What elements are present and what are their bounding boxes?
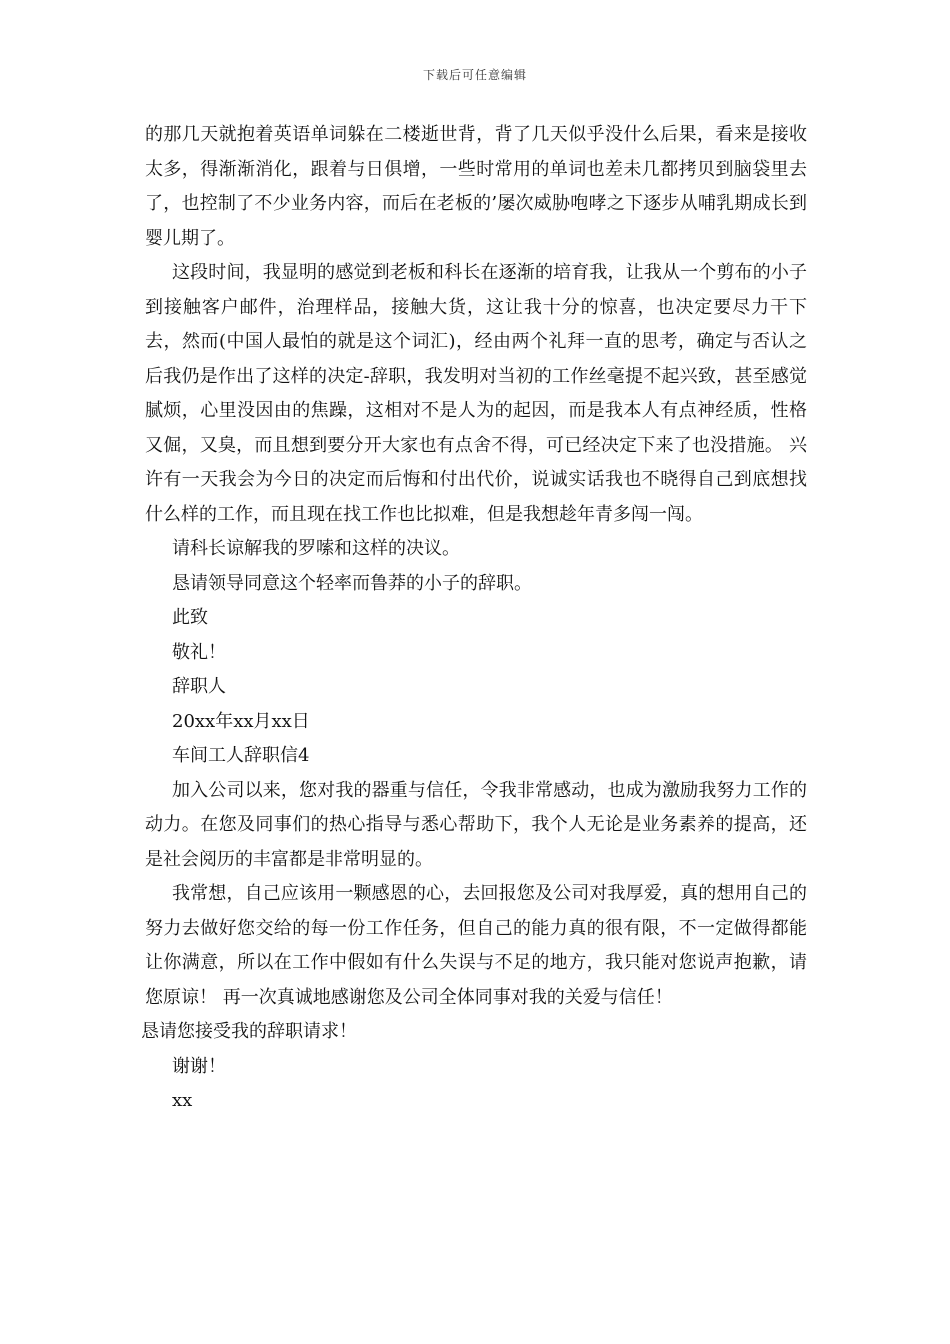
paragraph-resignation-reason: 这段时间，我显明的感觉到老板和科长在逐渐的培育我，让我从一个剪布的小子到接触客户邮件，治理样品，接触大货，这让我十分的惊喜，也决定要尽力干下去，然而(中国人最怕的就是这个词汇)，经由两个礼拜一直的思考，确定与否认之后我仍是作出了这样的决定-辞职，我发明对当初的工作丝毫提不起兴致，甚至感觉腻烦，心里没因由的焦躁，这相对不是人为的起因，而是我本人有点神经质，性格又倔，又臭，而且想到要分开大家也有点舍不得，可已经决定下来了也没措施。 兴许有一天我会为今日的决定而后悔和付出代价，说诚实话我也不晓得自己到底想找什么样的工作，而且现在找工作也比拟难，但是我想趁年青多闯一闯。 — [145, 262, 807, 525]
document-body — [141, 118, 807, 1119]
paragraph-reflection: 我常想，自己应该用一颗感恩的心，去回报您及公司对我厚爱，真的想用自己的努力去做好您交给的每一份工作任务，但自己的能力真的很有限，不一定做得都能让你满意，所以在工作中假如有什么失误与不足的地方，我只能对您说声抱歉，请您原谅！ 再一次真诚地感谢您及公司全体同事对我的关爱与信任！ — [145, 883, 807, 1008]
header-note: 下载后可任意编辑 — [422, 68, 527, 82]
section-title: 车间工人辞职信4 — [172, 745, 310, 766]
closing-regards: 敬礼！ — [172, 641, 226, 663]
paragraph-gratitude: 加入公司以来，您对我的器重与信任，令我非常感动，也成为激励我努力工作的动力。在您及同事们的热心指导与悉心帮助下，我个人无论是业务素养的提高，还是社会阅历的丰富都是非常明显的。 — [145, 779, 807, 870]
paragraph-continuation: 的那几天就抱着英语单词躲在二楼逝世背，背了几天似乎没什么后果，看来是接收太多，得渐渐消化，跟着与日俱增，一些时常用的单词也差未几都拷贝到脑袋里去了，也控制了不少业务内容，而后在老板的’屡次威胁咆哮之下逐步从哺乳期成长到婴儿期了。 — [145, 124, 807, 249]
signature-name: xx — [172, 1090, 193, 1111]
paragraph-final-request: 恳请您接受我的辞职请求！ — [141, 1021, 357, 1042]
signature-label: 辞职人 — [172, 676, 226, 697]
closing-thanks: 谢谢！ — [172, 1055, 226, 1077]
paragraph-request: 恳请领导同意这个轻率而鲁莽的小子的辞职。 — [172, 572, 532, 594]
closing-salutation: 此致 — [172, 607, 208, 628]
paragraph-apology: 请科长谅解我的罗嗦和这样的决议。 — [172, 538, 460, 559]
signature-date: 20xx年xx月xx日 — [172, 710, 310, 732]
